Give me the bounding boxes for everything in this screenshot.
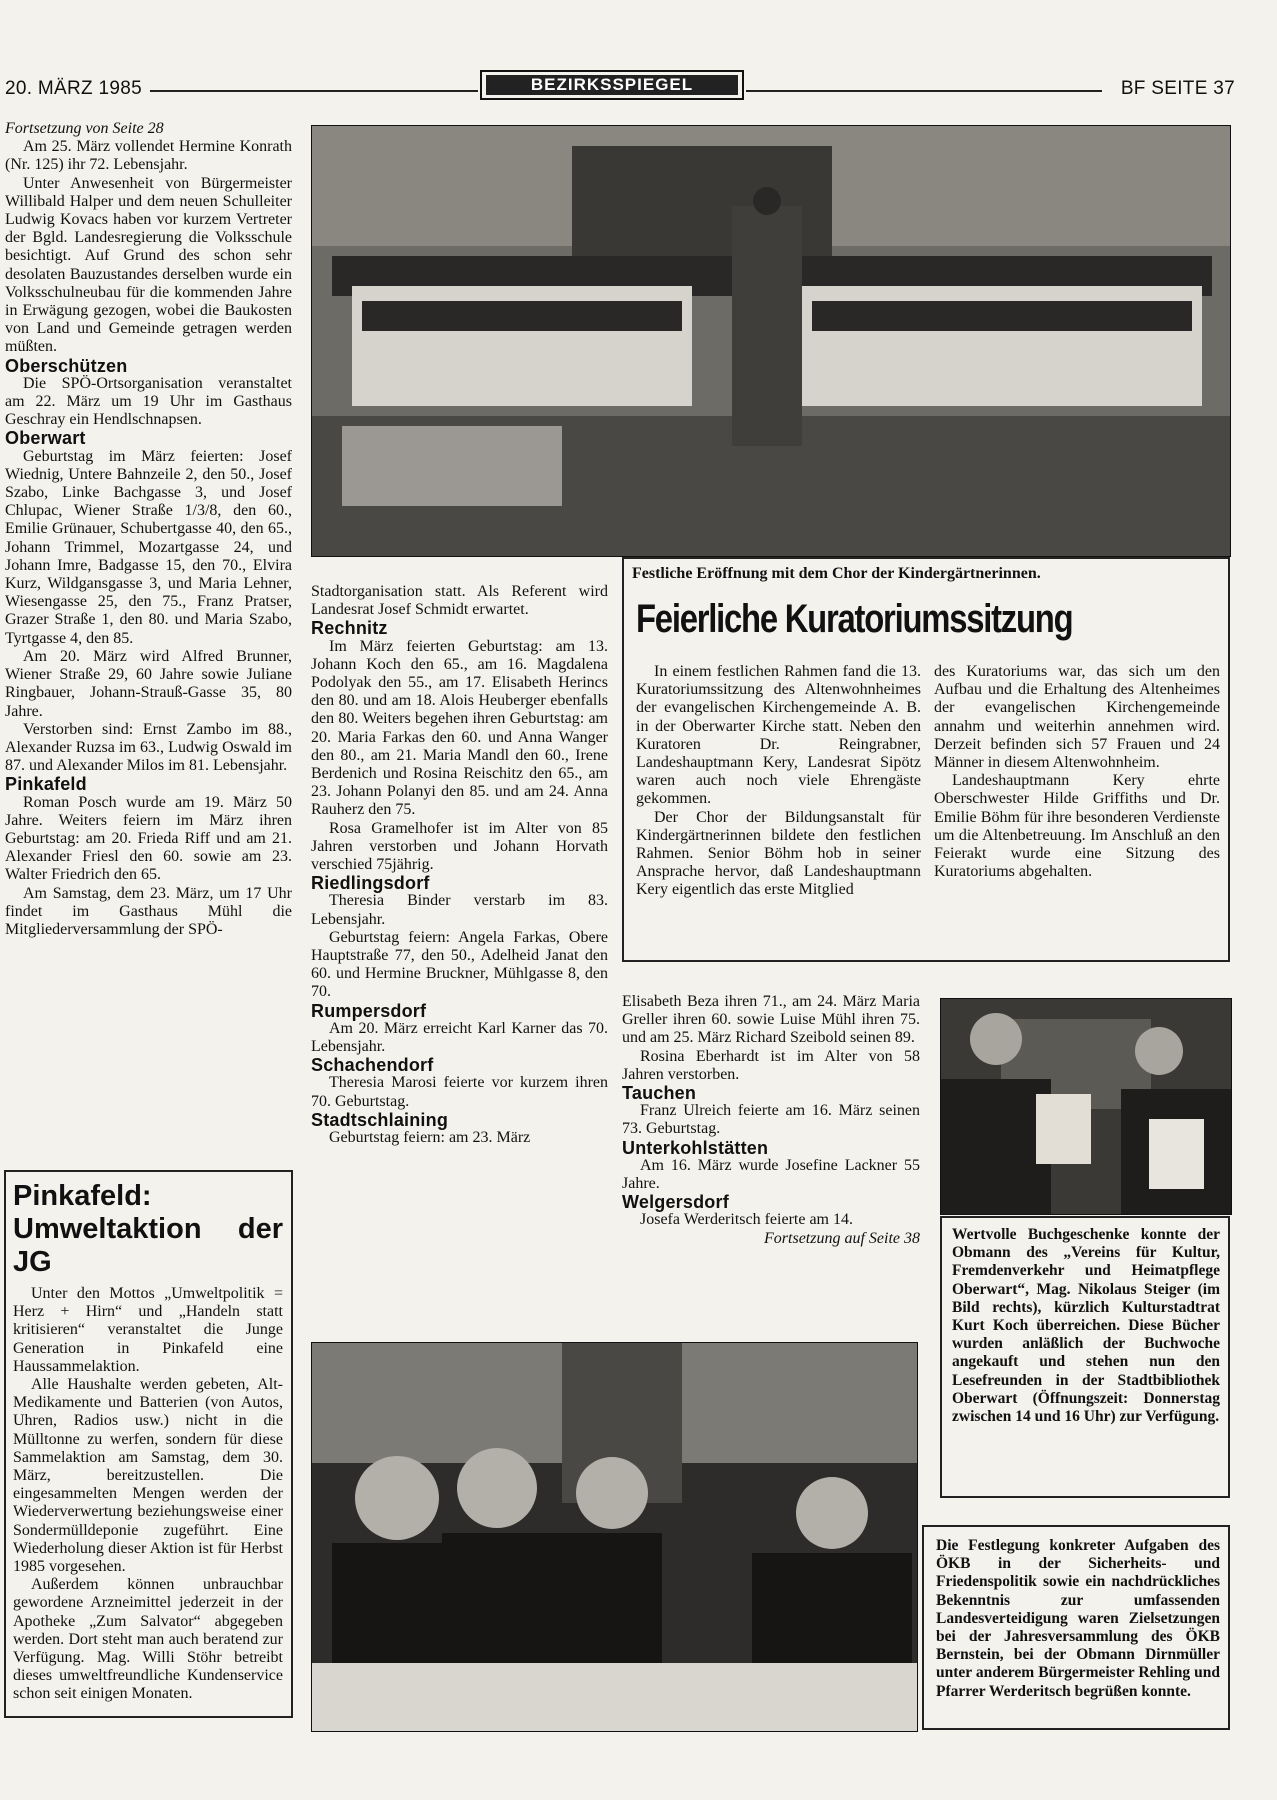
subhead-unterkohlstaetten: Unterkohlstätten [622, 1137, 769, 1158]
page-number: BF SEITE 37 [1120, 78, 1235, 99]
continued-on: Fortsetzung auf Seite 38 [764, 1229, 920, 1247]
book-gift-photo [940, 998, 1232, 1215]
paragraph: Unter Anwesenheit von Bürgermeister Willibald Halper und dem neuen Schulleiter Ludwig Kovacs haben vor kurzem Vertreter der Bgld. Landesregierung die Volksschule besichtigt. Auf Grund des schon sehr desolaten Bauzustandes derselben wurde ein Volksschulneubau für die kommenden Jahre in Erwägung gezogen, wobei die Baukosten von Land und Gemeinde getragen werden müßten. [5, 174, 292, 356]
subhead-rechnitz: Rechnitz [311, 618, 388, 639]
paragraph: Josefa Werderitsch feierte am 14. [640, 1211, 853, 1229]
paragraph: Rosina Eberhardt ist im Alter von 58 Jahren verstorben. [622, 1047, 920, 1083]
paragraph: Am 20. März wird Alfred Brunner, Wiener Straße 29, 60 Jahre sowie Juliane Ringbauer, Johann-Strauß-Gasse 35, 80 Jahre. [5, 647, 292, 720]
oekb-meeting-photo [311, 1342, 918, 1732]
subhead-riedlingsdorf: Riedlingsdorf [311, 873, 430, 894]
paragraph: Stadtorganisation statt. Als Referent wird Landesrat Josef Schmidt erwartet. [311, 583, 608, 619]
subhead-rumpersdorf: Rumpersdorf [311, 1000, 427, 1021]
kuratorium-col-b [934, 663, 1220, 881]
subhead-oberschuetzen: Oberschützen [5, 355, 128, 376]
kuratorium-article-box [622, 557, 1230, 962]
book-gift-caption-box [940, 1216, 1230, 1498]
choir-caption: Festliche Eröffnung mit dem Chor der Kindergärtnerinnen. [632, 565, 1041, 582]
paragraph: Die SPÖ-Ortsorganisation veranstaltet am 22. März um 19 Uhr im Gasthaus Geschray ein Hendlschnapsen. [5, 374, 292, 429]
paragraph: Außerdem können unbrauchbar gewordene Arzneimittel jederzeit in der Apotheke „Zum Salvator“ abgegeben werden. Dort steht man auch beratend zur Verfügung. Mag. Willi Stöhr betreibt dieses umweltfreundliche Kundenservice schon seit einigen Monaten. [13, 1576, 283, 1703]
oekb-meeting-photo-image [312, 1343, 917, 1731]
oekb-caption-box [922, 1525, 1230, 1730]
column-2 [311, 583, 608, 1147]
subhead-welgersdorf: Welgersdorf [622, 1192, 729, 1213]
paragraph: Roman Posch wurde am 19. März 50 Jahre. Weiters feiern im März ihren Geburtstag: am 20. Frieda Riff und am 21. Alexander Friesl den 60. sowie am 23. Walter Friedrich den 65. [5, 793, 292, 884]
kuratorium-headline: Feierliche Kuratoriumssitzung [636, 597, 1073, 641]
subhead-tauchen: Tauchen [622, 1083, 697, 1104]
paragraph: Rosa Gramelhofer ist im Alter von 85 Jahren verstorben und Johann Horvath verschied 75jährig. [311, 819, 608, 874]
umwelt-article-box [4, 1170, 293, 1718]
paragraph: des Kuratoriums war, das sich um den Aufbau und die Erhaltung des Altenheimes der evangelischen Kirchengemeinde annahm und weiterhin annehmen wird. Derzeit befinden sich 57 Frauen und 24 Männer in diesem Altenwohnheim. [934, 663, 1220, 772]
column-1 [5, 120, 292, 939]
choir-photo-image [312, 126, 1230, 556]
paragraph: Landeshauptmann Kery ehrte Oberschwester Hilde Griffiths und Dr. Emilie Böhm für ihre besonderen Verdienste um die Altenbetreuung. Im Anschluß an den Feierakt wurde eine Sitzung des Kuratoriums abgehalten. [934, 772, 1220, 881]
continued-from: Fortsetzung von Seite 28 [5, 120, 164, 137]
subhead-schachendorf: Schachendorf [311, 1055, 434, 1076]
paragraph: Am Samstag, dem 23. März, um 17 Uhr findet im Gasthaus Mühl die Mitgliederversammlung der SPÖ- [5, 884, 292, 938]
issue-date: 20. MÄRZ 1985 [5, 78, 142, 99]
paragraph: Am 20. März erreicht Karl Karner das 70. Lebensjahr. [311, 1019, 608, 1056]
paragraph: In einem festlichen Rahmen fand die 13. Kuratoriumssitzung des Altenwohnheimes der evangelischen Kirchengemeinde A. B. in der Oberwarter Kirche statt. Neben den Kuratoren Dr. Reingrabner, Landeshauptmann Kery, Landesrat Sipötz waren auch noch viele Ehrengäste gekommen. [636, 663, 921, 808]
paragraph: Geburtstag feiern: Angela Farkas, Obere Hauptstraße 77, den 50., Adelheid Janat den 60. und Hermine Bruckner, Mühlgasse 8, den 70. [311, 928, 608, 1001]
paragraph: Elisabeth Beza ihren 71., am 24. März Maria Greller ihren 60. sowie Luise Mühl ihren 75. und am 25. März Richard Szeibold seinen 89. [622, 993, 920, 1047]
paragraph: Theresia Binder verstarb im 83. Lebensjahr. [311, 892, 608, 928]
subhead-pinkafeld: Pinkafeld [5, 774, 87, 795]
umwelt-body [13, 1180, 283, 1704]
subhead-oberwart: Oberwart [5, 428, 86, 449]
header-rule-left [150, 90, 478, 92]
choir-photo [311, 125, 1231, 557]
paragraph: Geburtstag feiern: am 23. März [329, 1129, 531, 1147]
paragraph: Verstorben sind: Ernst Zambo im 88., Alexander Ruzsa im 63., Ludwig Oswald im 87. und Alexander Milos im 81. Lebensjahr. [5, 720, 292, 775]
oekb-caption: Die Festlegung konkreter Aufgaben des ÖKB in der Sicherheits- und Friedenspolitik sowie ein nachdrückliches Bekenntnis zur umfassenden Landesverteidigung waren Zielsetzungen bei der Jahresversammlung des ÖKB Bernstein, bei der Obmann Dirnmüller unter anderem Bürgermeister Rehling und Pfarrer Werderitsch begrüßen konnte. [936, 1537, 1220, 1700]
paragraph: Alle Haushalte werden gebeten, Alt-Medikamente und Batterien (von Autos, Uhren, Radios usw.) nicht in die Mülltonne zu werfen, sondern für diese Sammelaktion am Samstag, dem 30. März, bereitzustellen. Die eingesammelten Mengen werden der Wiederverwertung beziehungsweise einer Sondermülldeponie zugeführt. Eine Wiederholung dieser Aktion ist für Herbst 1985 vorgesehen. [13, 1376, 283, 1576]
kuratorium-col-a [636, 663, 921, 900]
paragraph: Im März feierten Geburtstag: am 13. Johann Koch den 65., am 16. Magdalena Podolyak den 55., am 17. Elisabeth Herincs den 80. und am 18. Alois Heuberger ebenfalls den 80. Weiters begehen ihren Geburtstag: am 20. Maria Farkas den 60. und Anna Wanger den 80., am 21. Maria Mandl den 60., Irene Berdenich und Rosina Reischitz den 65., am 23. Johann Polanyi den 85. und am 24. Anna Rauherz den 75. [311, 637, 608, 819]
paragraph: Unter den Mottos „Umweltpolitik = Herz + Hirn“ und „Handeln statt kritisieren“ veranstaltet die Junge Generation in Pinkafeld eine Haussammelaktion. [13, 1285, 283, 1375]
paragraph: Am 16. März wurde Josefine Lackner 55 Jahre. [622, 1156, 920, 1193]
paragraph: Der Chor der Bildungsanstalt für Kindergärtnerinnen bildete den festlichen Rahmen. Senior Böhm hob in seiner Ansprache hervor, daß Landeshauptmann Kery eigentlich das erste Mitglied [636, 808, 921, 899]
book-gift-caption: Wertvolle Buchgeschenke konnte der Obmann des „Vereins für Kultur, Fremdenverkehr und Heimatpflege Oberwart“, Mag. Nikolaus Steiger (im Bild rechts), kürzlich Kulturstadtrat Kurt Koch überreichen. Diese Bücher wurden anläßlich der Buchwoche angekauft und stehen nun den Lesefreunden in der Stadtbibliothek Oberwart (Öffnungszeit: Donnerstag zwischen 14 und 16 Uhr) zur Verfügung. [952, 1226, 1220, 1426]
book-gift-photo-image [941, 999, 1231, 1214]
column-3 [622, 993, 920, 1248]
paragraph: Geburtstag im März feierten: Josef Wiednig, Untere Bahnzeile 2, den 50., Josef Szabo, Linke Bachgasse 3, und Josef Chlupac, Wiener Straße 1/3/8, den 60., Emilie Grünauer, Schubertgasse 40, den 65., Johann Trimmel, Mozartgasse 24, und Johann Imre, Badgasse 15, den 70., Elvira Kurz, Wildgansgasse 3, und Maria Lehner, Wiesengasse 25, den 75., Franz Pratser, Grazer Straße 1, den 80. und Maria Szabo, Tyrtgasse 4, den 85. [5, 447, 292, 647]
section-title: BEZIRKSSPIEGEL [486, 75, 738, 95]
section-badge [480, 70, 744, 100]
paragraph: Franz Ulreich feierte am 16. März seinen 73. Geburtstag. [622, 1102, 920, 1138]
paragraph: Theresia Marosi feierte vor kurzem ihren 70. Geburtstag. [311, 1074, 608, 1110]
subhead-stadtschlaining: Stadtschlaining [311, 1109, 449, 1130]
paragraph: Am 25. März vollendet Hermine Konrath (Nr. 125) ihr 72. Lebensjahr. [5, 138, 292, 174]
umwelt-headline: Pinkafeld: Umweltaktion der JG [13, 1180, 283, 1278]
header-rule-right [746, 90, 1102, 92]
